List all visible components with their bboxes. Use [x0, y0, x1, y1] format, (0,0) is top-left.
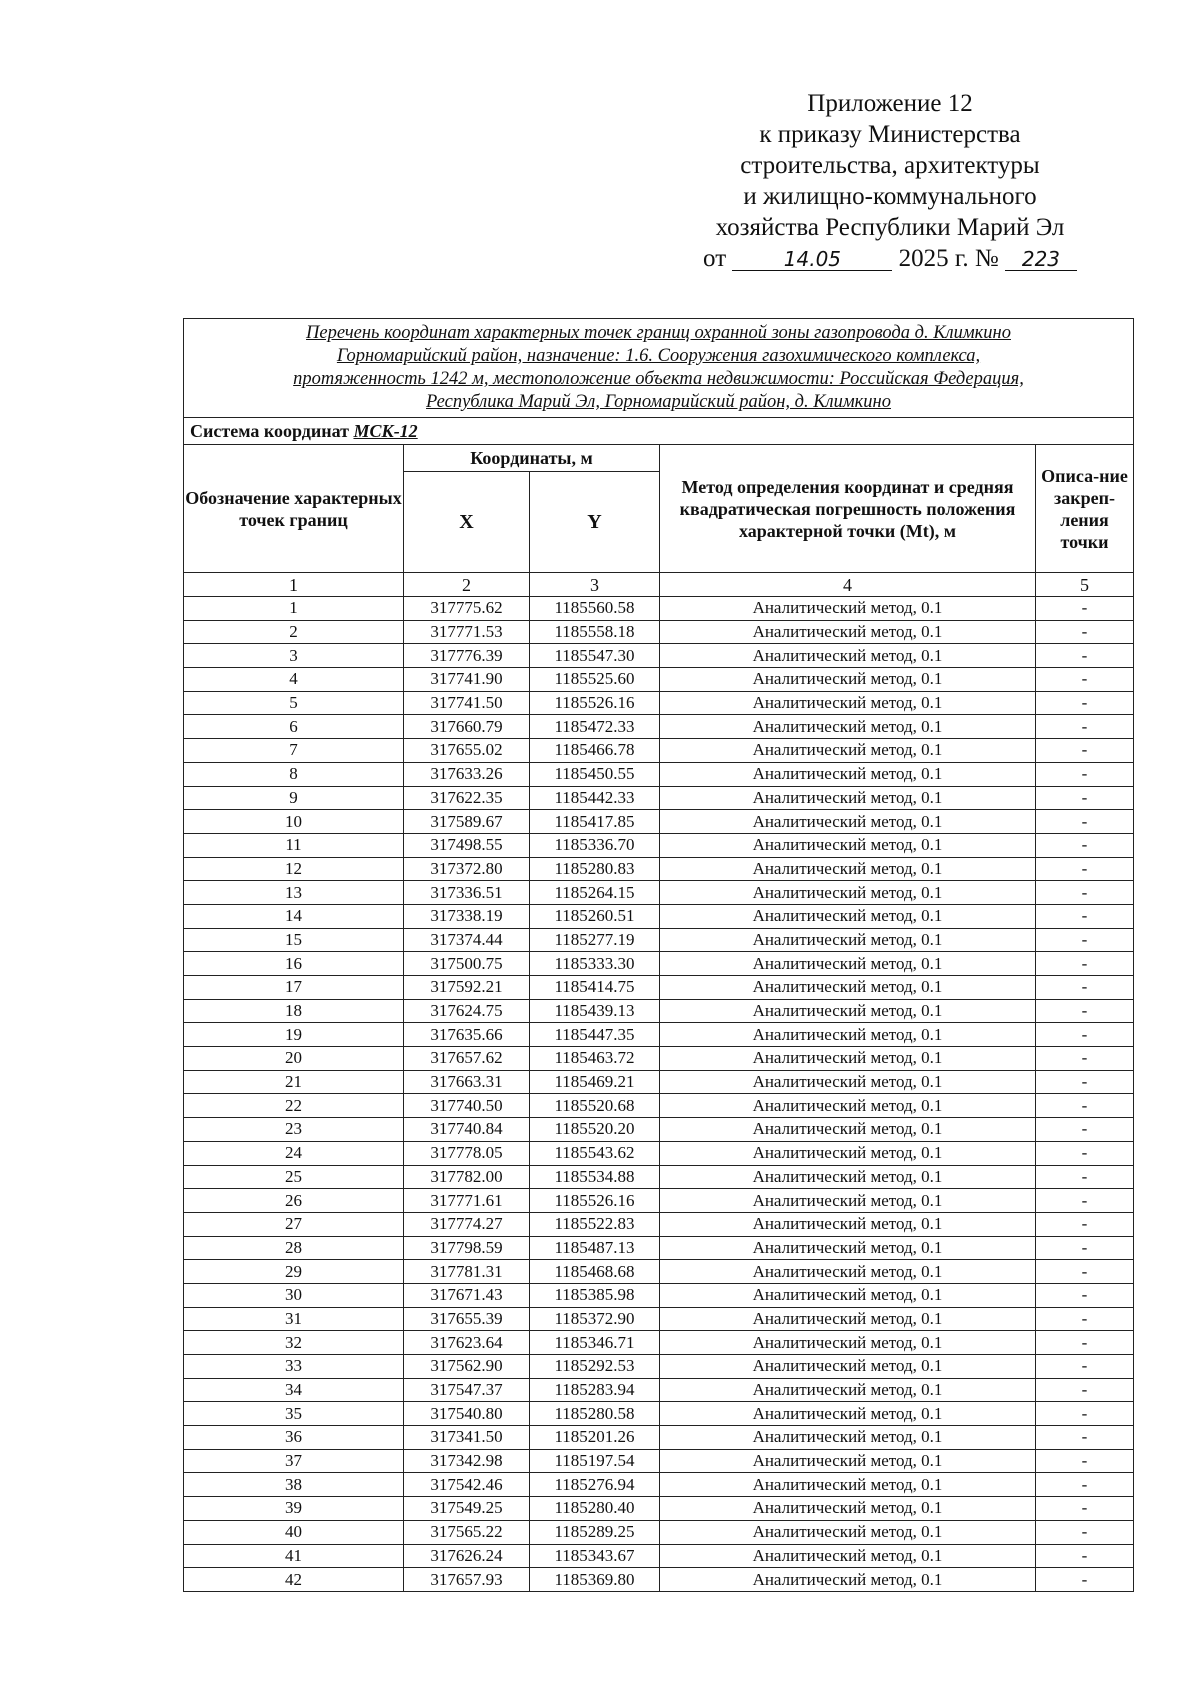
table-row [184, 1070, 1134, 1094]
y-coordinate-cell: 1185525.60 [530, 668, 660, 692]
method-cell: Аналитический метод, 0.1 [660, 999, 1036, 1023]
x-coordinate-cell: 317774.27 [404, 1212, 530, 1236]
table-row [184, 1189, 1134, 1213]
point-number-cell: 27 [184, 1212, 404, 1236]
method-cell: Аналитический метод, 0.1 [660, 904, 1036, 928]
table-row [184, 952, 1134, 976]
method-cell: Аналитический метод, 0.1 [660, 1520, 1036, 1544]
x-coordinate-cell: 317771.61 [404, 1189, 530, 1213]
year-number-label: 2025 г. № [898, 245, 999, 272]
column-number: 1 [184, 573, 404, 597]
description-cell: - [1036, 1047, 1134, 1071]
y-coordinate-cell: 1185466.78 [530, 739, 660, 763]
ministry-line-2: и жилищно-коммунального [743, 183, 1037, 210]
description-cell: - [1036, 928, 1134, 952]
method-cell: Аналитический метод, 0.1 [660, 1544, 1036, 1568]
method-cell: Аналитический метод, 0.1 [660, 1355, 1036, 1379]
method-cell: Аналитический метод, 0.1 [660, 1141, 1036, 1165]
table-row [184, 644, 1134, 668]
description-cell: - [1036, 810, 1134, 834]
ministry-line-3: хозяйства Республики Марий Эл [715, 214, 1065, 241]
x-coordinate-cell: 317671.43 [404, 1283, 530, 1307]
point-number-cell: 25 [184, 1165, 404, 1189]
y-coordinate-cell: 1185414.75 [530, 976, 660, 1000]
description-cell: - [1036, 1355, 1134, 1379]
point-number-cell: 40 [184, 1520, 404, 1544]
description-cell: - [1036, 1473, 1134, 1497]
column-number: 2 [404, 573, 530, 597]
point-number-cell: 12 [184, 857, 404, 881]
table-title-line: Перечень координат характерных точек границ охранной зоны газопровода д. Климкино [306, 323, 1011, 343]
description-cell: - [1036, 1165, 1134, 1189]
method-cell: Аналитический метод, 0.1 [660, 597, 1036, 621]
method-cell: Аналитический метод, 0.1 [660, 1283, 1036, 1307]
table-row [184, 597, 1134, 621]
point-number-cell: 37 [184, 1449, 404, 1473]
y-coordinate-cell: 1185372.90 [530, 1307, 660, 1331]
table-row [184, 1402, 1134, 1426]
method-cell: Аналитический метод, 0.1 [660, 857, 1036, 881]
table-row [184, 762, 1134, 786]
description-cell: - [1036, 620, 1134, 644]
description-cell: - [1036, 881, 1134, 905]
y-coordinate-cell: 1185543.62 [530, 1141, 660, 1165]
table-row [184, 1544, 1134, 1568]
method-cell: Аналитический метод, 0.1 [660, 620, 1036, 644]
table-row [184, 786, 1134, 810]
method-cell: Аналитический метод, 0.1 [660, 881, 1036, 905]
point-number-cell: 28 [184, 1236, 404, 1260]
appendix-header [640, 88, 1140, 274]
x-coordinate-cell: 317776.39 [404, 644, 530, 668]
method-cell: Аналитический метод, 0.1 [660, 1023, 1036, 1047]
method-cell: Аналитический метод, 0.1 [660, 644, 1036, 668]
x-coordinate-cell: 317663.31 [404, 1070, 530, 1094]
x-coordinate-cell: 317498.55 [404, 833, 530, 857]
table-row [184, 1426, 1134, 1450]
method-cell: Аналитический метод, 0.1 [660, 952, 1036, 976]
table-row [184, 739, 1134, 763]
method-cell: Аналитический метод, 0.1 [660, 786, 1036, 810]
x-coordinate-cell: 317781.31 [404, 1260, 530, 1284]
table-row [184, 1497, 1134, 1521]
description-cell: - [1036, 1212, 1134, 1236]
x-coordinate-cell: 317500.75 [404, 952, 530, 976]
x-coordinate-cell: 317623.64 [404, 1331, 530, 1355]
x-coordinate-cell: 317374.44 [404, 928, 530, 952]
method-cell: Аналитический метод, 0.1 [660, 1260, 1036, 1284]
point-number-cell: 35 [184, 1402, 404, 1426]
y-coordinate-cell: 1185450.55 [530, 762, 660, 786]
column-number: 4 [660, 573, 1036, 597]
header-description: Описа-ние закреп-ления точки [1036, 445, 1134, 573]
description-cell: - [1036, 833, 1134, 857]
point-number-cell: 6 [184, 715, 404, 739]
y-coordinate-cell: 1185336.70 [530, 833, 660, 857]
table-row [184, 1331, 1134, 1355]
x-coordinate-cell: 317657.62 [404, 1047, 530, 1071]
y-coordinate-cell: 1185472.33 [530, 715, 660, 739]
point-number-cell: 15 [184, 928, 404, 952]
method-cell: Аналитический метод, 0.1 [660, 1070, 1036, 1094]
method-cell: Аналитический метод, 0.1 [660, 1426, 1036, 1450]
point-number-cell: 32 [184, 1331, 404, 1355]
method-cell: Аналитический метод, 0.1 [660, 739, 1036, 763]
x-coordinate-cell: 317338.19 [404, 904, 530, 928]
point-number-cell: 39 [184, 1497, 404, 1521]
y-coordinate-cell: 1185463.72 [530, 1047, 660, 1071]
handwritten-order-number: 223 [1005, 248, 1077, 271]
point-number-cell: 18 [184, 999, 404, 1023]
coordinates-table [183, 318, 1134, 1592]
point-number-cell: 24 [184, 1141, 404, 1165]
point-number-cell: 2 [184, 620, 404, 644]
point-number-cell: 19 [184, 1023, 404, 1047]
table-row [184, 1212, 1134, 1236]
point-number-cell: 9 [184, 786, 404, 810]
description-cell: - [1036, 644, 1134, 668]
method-cell: Аналитический метод, 0.1 [660, 810, 1036, 834]
point-number-cell: 13 [184, 881, 404, 905]
description-cell: - [1036, 1307, 1134, 1331]
y-coordinate-cell: 1185439.13 [530, 999, 660, 1023]
y-coordinate-cell: 1185280.83 [530, 857, 660, 881]
coordinate-system-row [184, 418, 1134, 445]
point-number-cell: 36 [184, 1426, 404, 1450]
table-title [184, 319, 1134, 418]
from-label: от [703, 245, 727, 272]
table-row [184, 691, 1134, 715]
y-coordinate-cell: 1185289.25 [530, 1520, 660, 1544]
table-title-line: протяженность 1242 м, местоположение объекта недвижимости: Российская Федерация, [293, 369, 1024, 389]
point-number-cell: 23 [184, 1118, 404, 1142]
y-coordinate-cell: 1185201.26 [530, 1426, 660, 1450]
x-coordinate-cell: 317655.02 [404, 739, 530, 763]
x-coordinate-cell: 317741.90 [404, 668, 530, 692]
appendix-number: Приложение 12 [807, 90, 973, 117]
y-coordinate-cell: 1185280.40 [530, 1497, 660, 1521]
description-cell: - [1036, 952, 1134, 976]
table-row [184, 1355, 1134, 1379]
y-coordinate-cell: 1185447.35 [530, 1023, 660, 1047]
method-cell: Аналитический метод, 0.1 [660, 1497, 1036, 1521]
point-number-cell: 41 [184, 1544, 404, 1568]
y-coordinate-cell: 1185333.30 [530, 952, 660, 976]
handwritten-date: 14.05 [732, 248, 892, 271]
table-title-line: Горномарийский район, назначение: 1.6. Сооружения газохимического комплекса, [336, 346, 981, 366]
table-row [184, 810, 1134, 834]
table-row [184, 668, 1134, 692]
header-coordinates: Координаты, м [404, 445, 660, 472]
point-number-cell: 38 [184, 1473, 404, 1497]
y-coordinate-cell: 1185385.98 [530, 1283, 660, 1307]
description-cell: - [1036, 1283, 1134, 1307]
y-coordinate-cell: 1185469.21 [530, 1070, 660, 1094]
point-number-cell: 7 [184, 739, 404, 763]
y-coordinate-cell: 1185534.88 [530, 1165, 660, 1189]
table-row [184, 1118, 1134, 1142]
description-cell: - [1036, 715, 1134, 739]
description-cell: - [1036, 1449, 1134, 1473]
table-row [184, 1283, 1134, 1307]
method-cell: Аналитический метод, 0.1 [660, 1094, 1036, 1118]
table-row [184, 1047, 1134, 1071]
method-cell: Аналитический метод, 0.1 [660, 1568, 1036, 1592]
method-cell: Аналитический метод, 0.1 [660, 1236, 1036, 1260]
description-cell: - [1036, 1520, 1134, 1544]
x-coordinate-cell: 317782.00 [404, 1165, 530, 1189]
order-date-number-line [640, 243, 1140, 274]
table-row [184, 857, 1134, 881]
table-row [184, 833, 1134, 857]
column-number-row [184, 573, 1134, 597]
method-cell: Аналитический метод, 0.1 [660, 1307, 1036, 1331]
y-coordinate-cell: 1185558.18 [530, 620, 660, 644]
table-row [184, 1449, 1134, 1473]
point-number-cell: 16 [184, 952, 404, 976]
method-cell: Аналитический метод, 0.1 [660, 762, 1036, 786]
header-method: Метод определения координат и средняя квадратическая погрешность положения характерной точки (Mt), м [660, 445, 1036, 573]
description-cell: - [1036, 1236, 1134, 1260]
description-cell: - [1036, 1118, 1134, 1142]
point-number-cell: 26 [184, 1189, 404, 1213]
point-number-cell: 31 [184, 1307, 404, 1331]
x-coordinate-cell: 317660.79 [404, 715, 530, 739]
method-cell: Аналитический метод, 0.1 [660, 691, 1036, 715]
table-row [184, 1165, 1134, 1189]
header-y: Y [530, 472, 660, 573]
method-cell: Аналитический метод, 0.1 [660, 1331, 1036, 1355]
point-number-cell: 30 [184, 1283, 404, 1307]
table-row [184, 928, 1134, 952]
column-number: 5 [1036, 573, 1134, 597]
order-ref-line: к приказу Министерства [759, 121, 1021, 148]
description-cell: - [1036, 786, 1134, 810]
y-coordinate-cell: 1185343.67 [530, 1544, 660, 1568]
y-coordinate-cell: 1185468.68 [530, 1260, 660, 1284]
y-coordinate-cell: 1185526.16 [530, 691, 660, 715]
description-cell: - [1036, 857, 1134, 881]
point-number-cell: 42 [184, 1568, 404, 1592]
y-coordinate-cell: 1185346.71 [530, 1331, 660, 1355]
point-number-cell: 4 [184, 668, 404, 692]
y-coordinate-cell: 1185526.16 [530, 1189, 660, 1213]
method-cell: Аналитический метод, 0.1 [660, 1378, 1036, 1402]
column-number: 3 [530, 573, 660, 597]
method-cell: Аналитический метод, 0.1 [660, 1473, 1036, 1497]
table-row [184, 715, 1134, 739]
x-coordinate-cell: 317626.24 [404, 1544, 530, 1568]
y-coordinate-cell: 1185369.80 [530, 1568, 660, 1592]
y-coordinate-cell: 1185276.94 [530, 1473, 660, 1497]
x-coordinate-cell: 317589.67 [404, 810, 530, 834]
table-row [184, 999, 1134, 1023]
description-cell: - [1036, 1568, 1134, 1592]
table-title-line: Республика Марий Эл, Горномарийский район, д. Климкино [426, 392, 891, 412]
header-point-designation: Обозначение характерных точек границ [184, 445, 404, 573]
method-cell: Аналитический метод, 0.1 [660, 833, 1036, 857]
y-coordinate-cell: 1185520.20 [530, 1118, 660, 1142]
description-cell: - [1036, 668, 1134, 692]
y-coordinate-cell: 1185442.33 [530, 786, 660, 810]
table-row [184, 1568, 1134, 1592]
point-number-cell: 22 [184, 1094, 404, 1118]
y-coordinate-cell: 1185522.83 [530, 1212, 660, 1236]
coordinate-system-value: МСК-12 [353, 421, 418, 441]
method-cell: Аналитический метод, 0.1 [660, 1118, 1036, 1142]
method-cell: Аналитический метод, 0.1 [660, 1189, 1036, 1213]
table-row [184, 976, 1134, 1000]
y-coordinate-cell: 1185260.51 [530, 904, 660, 928]
x-coordinate-cell: 317592.21 [404, 976, 530, 1000]
x-coordinate-cell: 317798.59 [404, 1236, 530, 1260]
table-row [184, 620, 1134, 644]
coordinate-system-label: Система координат [190, 421, 349, 441]
ministry-line-1: строительства, архитектуры [740, 152, 1040, 179]
x-coordinate-cell: 317657.93 [404, 1568, 530, 1592]
method-cell: Аналитический метод, 0.1 [660, 976, 1036, 1000]
method-cell: Аналитический метод, 0.1 [660, 668, 1036, 692]
x-coordinate-cell: 317655.39 [404, 1307, 530, 1331]
x-coordinate-cell: 317775.62 [404, 597, 530, 621]
x-coordinate-cell: 317562.90 [404, 1355, 530, 1379]
y-coordinate-cell: 1185197.54 [530, 1449, 660, 1473]
description-cell: - [1036, 1426, 1134, 1450]
x-coordinate-cell: 317740.50 [404, 1094, 530, 1118]
x-coordinate-cell: 317540.80 [404, 1402, 530, 1426]
table-row [184, 1473, 1134, 1497]
y-coordinate-cell: 1185560.58 [530, 597, 660, 621]
x-coordinate-cell: 317624.75 [404, 999, 530, 1023]
x-coordinate-cell: 317622.35 [404, 786, 530, 810]
x-coordinate-cell: 317771.53 [404, 620, 530, 644]
y-coordinate-cell: 1185283.94 [530, 1378, 660, 1402]
point-number-cell: 29 [184, 1260, 404, 1284]
description-cell: - [1036, 1544, 1134, 1568]
table-row [184, 904, 1134, 928]
x-coordinate-cell: 317778.05 [404, 1141, 530, 1165]
x-coordinate-cell: 317741.50 [404, 691, 530, 715]
table-row [184, 1141, 1134, 1165]
point-number-cell: 33 [184, 1355, 404, 1379]
x-coordinate-cell: 317342.98 [404, 1449, 530, 1473]
point-number-cell: 21 [184, 1070, 404, 1094]
description-cell: - [1036, 904, 1134, 928]
point-number-cell: 14 [184, 904, 404, 928]
description-cell: - [1036, 1189, 1134, 1213]
y-coordinate-cell: 1185520.68 [530, 1094, 660, 1118]
description-cell: - [1036, 1260, 1134, 1284]
y-coordinate-cell: 1185277.19 [530, 928, 660, 952]
x-coordinate-cell: 317740.84 [404, 1118, 530, 1142]
x-coordinate-cell: 317336.51 [404, 881, 530, 905]
x-coordinate-cell: 317633.26 [404, 762, 530, 786]
table-row [184, 881, 1134, 905]
header-x: X [404, 472, 530, 573]
x-coordinate-cell: 317549.25 [404, 1497, 530, 1521]
point-number-cell: 17 [184, 976, 404, 1000]
x-coordinate-cell: 317542.46 [404, 1473, 530, 1497]
method-cell: Аналитический метод, 0.1 [660, 1402, 1036, 1426]
table-row [184, 1094, 1134, 1118]
description-cell: - [1036, 1070, 1134, 1094]
table-row [184, 1236, 1134, 1260]
point-number-cell: 10 [184, 810, 404, 834]
method-cell: Аналитический метод, 0.1 [660, 715, 1036, 739]
point-number-cell: 5 [184, 691, 404, 715]
point-number-cell: 20 [184, 1047, 404, 1071]
y-coordinate-cell: 1185417.85 [530, 810, 660, 834]
description-cell: - [1036, 999, 1134, 1023]
description-cell: - [1036, 1094, 1134, 1118]
table-row [184, 1307, 1134, 1331]
x-coordinate-cell: 317341.50 [404, 1426, 530, 1450]
point-number-cell: 8 [184, 762, 404, 786]
x-coordinate-cell: 317635.66 [404, 1023, 530, 1047]
table-row [184, 1520, 1134, 1544]
description-cell: - [1036, 1497, 1134, 1521]
description-cell: - [1036, 1141, 1134, 1165]
x-coordinate-cell: 317547.37 [404, 1378, 530, 1402]
x-coordinate-cell: 317565.22 [404, 1520, 530, 1544]
description-cell: - [1036, 1023, 1134, 1047]
description-cell: - [1036, 597, 1134, 621]
y-coordinate-cell: 1185264.15 [530, 881, 660, 905]
method-cell: Аналитический метод, 0.1 [660, 1449, 1036, 1473]
method-cell: Аналитический метод, 0.1 [660, 1047, 1036, 1071]
table-row [184, 1023, 1134, 1047]
point-number-cell: 34 [184, 1378, 404, 1402]
method-cell: Аналитический метод, 0.1 [660, 1212, 1036, 1236]
x-coordinate-cell: 317372.80 [404, 857, 530, 881]
y-coordinate-cell: 1185487.13 [530, 1236, 660, 1260]
y-coordinate-cell: 1185280.58 [530, 1402, 660, 1426]
table-row [184, 1378, 1134, 1402]
description-cell: - [1036, 739, 1134, 763]
method-cell: Аналитический метод, 0.1 [660, 928, 1036, 952]
description-cell: - [1036, 1402, 1134, 1426]
method-cell: Аналитический метод, 0.1 [660, 1165, 1036, 1189]
description-cell: - [1036, 691, 1134, 715]
description-cell: - [1036, 762, 1134, 786]
description-cell: - [1036, 1378, 1134, 1402]
description-cell: - [1036, 976, 1134, 1000]
description-cell: - [1036, 1331, 1134, 1355]
point-number-cell: 11 [184, 833, 404, 857]
point-number-cell: 3 [184, 644, 404, 668]
y-coordinate-cell: 1185547.30 [530, 644, 660, 668]
y-coordinate-cell: 1185292.53 [530, 1355, 660, 1379]
table-row [184, 1260, 1134, 1284]
point-number-cell: 1 [184, 597, 404, 621]
